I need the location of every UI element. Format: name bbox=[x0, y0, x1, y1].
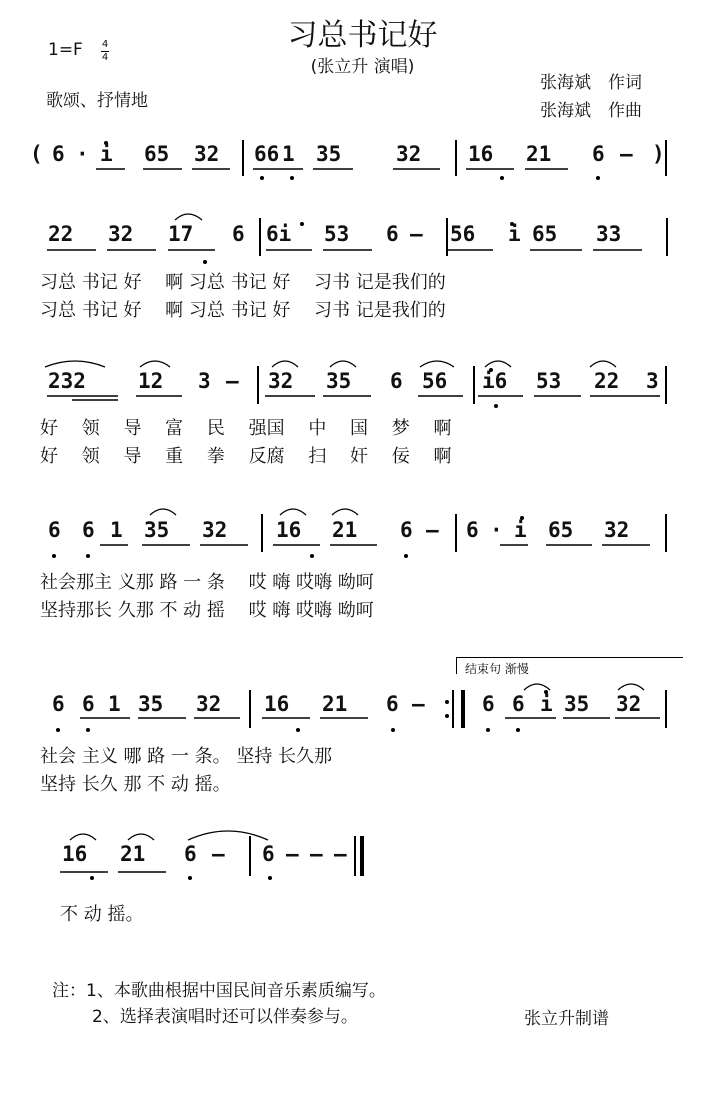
score-token: 65 bbox=[144, 142, 170, 166]
score-token: 6 bbox=[48, 518, 61, 542]
score-token: 65 bbox=[532, 222, 558, 246]
score-token: 56 bbox=[450, 222, 476, 246]
score-token: — bbox=[620, 142, 633, 166]
lyricist-credit: 张海斌 作词 bbox=[540, 73, 642, 93]
footnote-1: 注：1、本歌曲根据中国民间音乐素质编写。 bbox=[52, 981, 386, 1001]
score-token: 6 bbox=[52, 142, 65, 166]
lyric-line: 社会那主 义那 路 一 条 哎 嗨 哎嗨 呦呵 bbox=[40, 572, 374, 593]
composer-credit: 张海斌 作曲 bbox=[540, 101, 642, 121]
score-token: 21 bbox=[120, 842, 146, 866]
score-token: 6 bbox=[592, 142, 605, 166]
score-token: 1 bbox=[282, 142, 295, 166]
score-token: 66 bbox=[254, 142, 280, 166]
score-token: 12 bbox=[138, 369, 164, 393]
score-token: ( bbox=[30, 142, 43, 166]
score-token: 21 bbox=[526, 142, 552, 166]
score-token: · bbox=[490, 518, 503, 542]
score-token: — bbox=[426, 518, 439, 542]
score-token: · bbox=[76, 142, 89, 166]
score-token: 53 bbox=[324, 222, 350, 246]
score-token: 6 bbox=[262, 842, 275, 866]
score-token: 32 bbox=[268, 369, 294, 393]
score-token: 16 bbox=[276, 518, 302, 542]
performer-subtitle: (张立升 演唱) bbox=[310, 57, 415, 77]
key-signature: 1=F bbox=[48, 40, 83, 60]
score-token: — bbox=[410, 222, 423, 246]
time-signature-bottom: 4 bbox=[101, 52, 109, 63]
score-token: — bbox=[412, 692, 425, 716]
score-token: 22 bbox=[594, 369, 620, 393]
score-token: ) bbox=[652, 142, 665, 166]
score-token: 32 bbox=[616, 692, 642, 716]
score-token: 16 bbox=[468, 142, 494, 166]
expression-mark: 歌颂、抒情地 bbox=[46, 91, 148, 111]
score-token: 16 bbox=[62, 842, 88, 866]
score-token: 35 bbox=[138, 692, 164, 716]
score-token: 232 bbox=[48, 369, 86, 393]
score-token: — bbox=[286, 842, 299, 866]
score-token: — bbox=[334, 842, 347, 866]
score-token: 35 bbox=[326, 369, 352, 393]
score-token: 32 bbox=[194, 142, 220, 166]
score-token: 32 bbox=[108, 222, 134, 246]
score-token: 53 bbox=[536, 369, 562, 393]
score-token: — bbox=[226, 369, 239, 393]
ending-label: 结束句 渐慢 bbox=[456, 657, 683, 674]
lyric-line: 坚持 长久 那 不 动 摇。 bbox=[40, 774, 231, 795]
transcriber-credit: 张立升制谱 bbox=[524, 1009, 609, 1029]
score-token: 22 bbox=[48, 222, 74, 246]
lyric-line: 习总 书记 好 啊 习总 书记 好 习书 记是我们的 bbox=[40, 300, 446, 321]
score-token: 17 bbox=[168, 222, 194, 246]
score-token: 65 bbox=[548, 518, 574, 542]
lyric-line: 习总 书记 好 啊 习总 书记 好 习书 记是我们的 bbox=[40, 272, 446, 293]
score-token: 6i bbox=[266, 222, 292, 246]
song-title: 习总书记好 bbox=[287, 18, 438, 53]
score-token: 33 bbox=[596, 222, 622, 246]
lyric-line: 社会 主义 哪 路 一 条。 坚持 长久那 bbox=[40, 746, 333, 767]
score-token: 35 bbox=[316, 142, 342, 166]
score-token: — bbox=[212, 842, 225, 866]
score-token: 6 bbox=[512, 692, 525, 716]
score-token: 6 bbox=[390, 369, 403, 393]
score-token: 6 bbox=[82, 692, 95, 716]
score-token: 6 bbox=[482, 692, 495, 716]
score-token: 32 bbox=[396, 142, 422, 166]
score-token: 35 bbox=[564, 692, 590, 716]
score-token: 1 bbox=[110, 518, 123, 542]
score-token: 6 bbox=[184, 842, 197, 866]
repeat-dot bbox=[445, 700, 449, 704]
score-token: i6 bbox=[482, 369, 508, 393]
score-token: 1 bbox=[108, 692, 121, 716]
footnote-2: 2、选择表演唱时还可以伴奏参与。 bbox=[92, 1007, 358, 1027]
score-token: 6 bbox=[52, 692, 65, 716]
score-token: i bbox=[514, 518, 527, 542]
lyric-line: 好 领 导 富 民 强国 中 国 梦 啊 bbox=[40, 418, 452, 439]
score-token: 56 bbox=[422, 369, 448, 393]
score-token: i bbox=[508, 222, 521, 246]
score-token: i bbox=[100, 142, 113, 166]
score-token: 32 bbox=[196, 692, 222, 716]
score-token: 6 bbox=[400, 518, 413, 542]
lyric-line: 不 动 摇。 bbox=[60, 904, 144, 925]
lyric-line: 好 领 导 重 拳 反腐 扫 奸 佞 啊 bbox=[40, 446, 452, 467]
score-token: 3 bbox=[646, 369, 659, 393]
score-token: — bbox=[310, 842, 323, 866]
score-token: 32 bbox=[604, 518, 630, 542]
score-token: 6 bbox=[466, 518, 479, 542]
score-token: 35 bbox=[144, 518, 170, 542]
score-token: 6 bbox=[82, 518, 95, 542]
score-token: 6 bbox=[386, 692, 399, 716]
score-token: 6 bbox=[386, 222, 399, 246]
score-token: 6 bbox=[232, 222, 245, 246]
repeat-dot bbox=[445, 714, 449, 718]
lyric-line: 坚持那长 久那 不 动 摇 哎 嗨 哎嗨 呦呵 bbox=[40, 600, 374, 621]
score-token: 3 bbox=[198, 369, 211, 393]
score-token: 16 bbox=[264, 692, 290, 716]
score-token: 32 bbox=[202, 518, 228, 542]
score-token: i bbox=[540, 692, 553, 716]
time-signature-top: 4 bbox=[101, 39, 109, 50]
score-token: 21 bbox=[322, 692, 348, 716]
score-token: 21 bbox=[332, 518, 358, 542]
